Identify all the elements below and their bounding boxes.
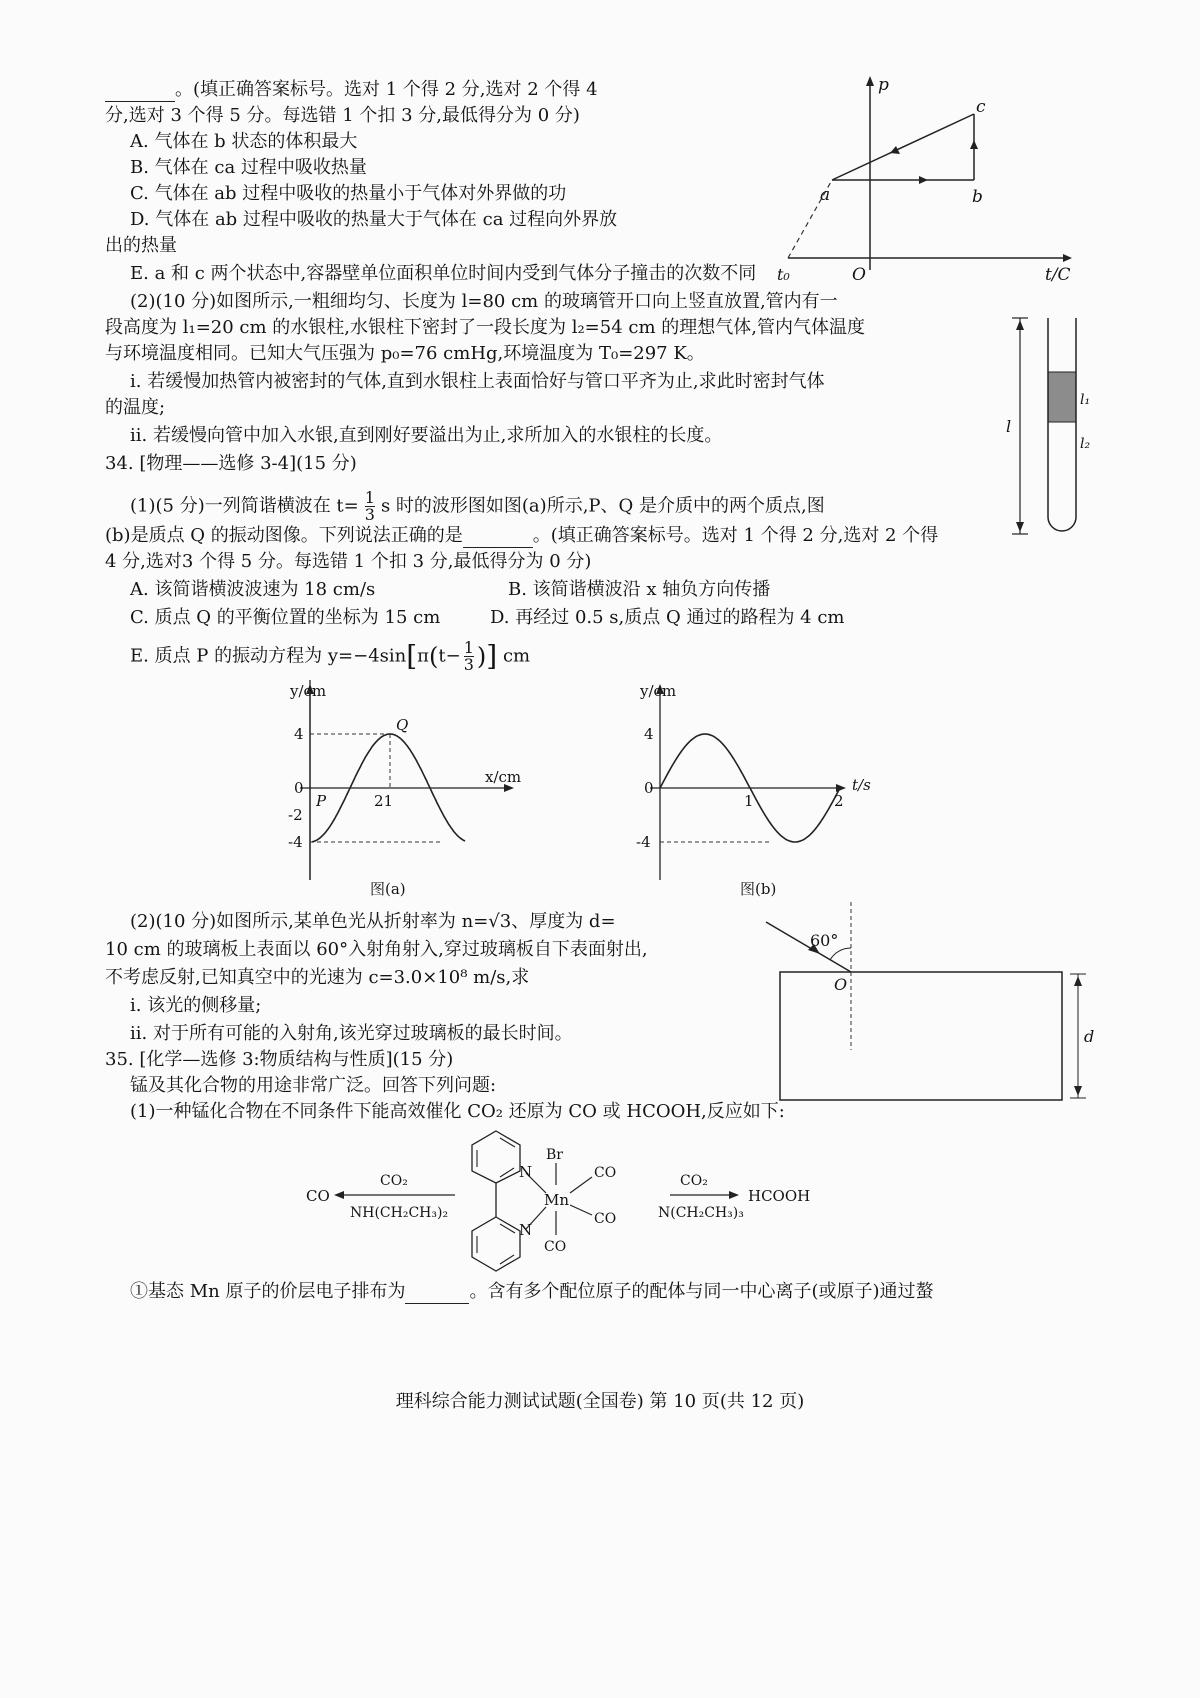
graph-a-xlabel: x/cm (485, 768, 522, 786)
q33-option-d-cont: 出的热量 (105, 235, 177, 256)
q33-line1: 。(填正确答案标号。选对 1 个得 2 分,选对 2 个得 4 (105, 78, 598, 102)
q34-part2-line2: 10 cm 的玻璃板上表面以 60°入射角射入,穿过玻璃板自下表面射出, (105, 939, 648, 960)
q33-option-c: C. 气体在 ab 过程中吸收的热量小于气体对外界做的功 (130, 183, 567, 204)
q33-option-a: A. 气体在 b 状态的体积最大 (130, 131, 358, 152)
q34-sub-ii: ⅱ. 对于所有可能的入射角,该光穿过玻璃板的最长时间。 (130, 1023, 573, 1044)
q34-line2: (b)是质点 Q 的振动图像。下列说法正确的是 。(填正确答案标号。选对 1 个得 2 分,选对 2 个得 (105, 525, 939, 546)
q34-part2-line1: (2)(10 分)如图所示,某单色光从折射率为 n=√3、厚度为 d= (130, 911, 616, 932)
pt-point-c: c (976, 97, 986, 117)
answer-blank[interactable] (463, 529, 533, 548)
product-hcooh: HCOOH (748, 1187, 811, 1205)
q34-sub-i: ⅰ. 该光的侧移量; (130, 995, 262, 1016)
pt-ylabel: p (878, 75, 889, 95)
pt-point-b: b (972, 187, 983, 207)
q33-option-e: E. a 和 c 两个状态中,容器壁单位面积单位时间内受到气体分子撞击的次数不同 (130, 263, 757, 284)
q33-part2-line1: (2)(10 分)如图所示,一粗细均匀、长度为 l=80 cm 的玻璃管开口向上竖直放置,管内有一 (130, 291, 838, 312)
right-reagent-co2: CO₂ (680, 1173, 708, 1189)
pt-graph (720, 70, 1080, 285)
q34-option-e: E. 质点 P 的振动方程为 y=−4sin[π(t− $\frac{1}{3}$ )] cm (130, 638, 531, 674)
graph-a-tick-neg2: -2 (288, 806, 303, 824)
graph-b-tick-2: 2 (834, 792, 844, 810)
graph-b-tick-4: 4 (644, 725, 654, 743)
wave-graph-a (270, 680, 570, 900)
q33-sub-i-line2: 的温度; (105, 397, 166, 418)
q33-line2: 分,选对 3 个得 5 分。每选错 1 个扣 3 分,最低得分为 0 分) (105, 105, 580, 126)
ligand-co-bottom: CO (544, 1239, 567, 1255)
q35-header: 35. [化学—选修 3:物质结构与性质](15 分) (105, 1049, 454, 1070)
q34-line3: 4 分,选对3 个得 5 分。每选错 1 个扣 3 分,最低得分为 0 分) (105, 551, 592, 572)
graph-b-caption: 图(b) (740, 880, 777, 898)
metal-mn: Mn (544, 1191, 570, 1209)
q34-option-b: B. 该简谐横波沿 x 轴负方向传播 (508, 579, 771, 600)
graph-a-tick-0: 0 (294, 779, 304, 797)
tube-l2-label: l₂ (1080, 436, 1091, 452)
tube-l1-label: l₁ (1080, 392, 1091, 408)
glass-thickness-label: d (1084, 1027, 1095, 1046)
right-amine: N(CH₂CH₃)₃ (658, 1205, 744, 1221)
q33-part2-line3: 与环境温度相同。已知大气压强为 p₀=76 cmHg,环境温度为 T₀=297 K。 (105, 343, 705, 364)
q33-option-b: B. 气体在 ca 过程中吸收热量 (130, 157, 367, 178)
ligand-br: Br (546, 1147, 563, 1163)
graph-a-tick-4: 4 (294, 725, 304, 743)
page-footer: 理科综合能力测试试题(全国卷) 第 10 页(共 12 页) (395, 1391, 805, 1412)
pt-point-a: a (820, 185, 831, 205)
graph-a-tick-21: 21 (374, 792, 394, 810)
ligand-co-top: CO (594, 1165, 617, 1181)
graph-a-point-q: Q (396, 716, 409, 734)
q35-intro: 锰及其化合物的用途非常广泛。回答下列问题: (130, 1075, 497, 1096)
answer-blank[interactable] (405, 1285, 469, 1304)
q34-fraction: $\frac{1}{3}$ (364, 488, 375, 524)
graph-b-tick-0: 0 (644, 779, 654, 797)
answer-blank[interactable] (105, 83, 175, 102)
q33-sub-ii: ⅱ. 若缓慢向管中加入水银,直到刚好要溢出为止,求所加入的水银柱的长度。 (130, 425, 723, 446)
q34-option-c: C. 质点 Q 的平衡位置的坐标为 15 cm (130, 607, 441, 628)
q34-option-a: A. 该简谐横波波速为 18 cm/s (130, 579, 376, 600)
graph-b-tick-1: 1 (744, 792, 754, 810)
glass-incident-angle: 60° (810, 931, 839, 950)
q34-header: 34. [物理——选修 3-4](15 分) (105, 453, 357, 474)
q34-option-d: D. 再经过 0.5 s,质点 Q 通过的路程为 4 cm (490, 607, 845, 628)
pt-xlabel: t/C (1045, 265, 1071, 285)
q33-sub-i-line1: ⅰ. 若缓慢加热管内被密封的气体,直到水银柱上表面恰好与管口平齐为止,求此时密封气体 (130, 371, 825, 392)
pt-origin-label: O (852, 265, 866, 285)
ligand-n-lower: N (519, 1221, 533, 1239)
q34-part2-line3: 不考虑反射,已知真空中的光速为 c=3.0×10⁸ m/s,求 (105, 967, 530, 988)
pt-t0-label: t₀ (777, 265, 790, 284)
graph-a-tick-neg4: -4 (288, 833, 303, 851)
q33-part2-line2: 段高度为 l₁=20 cm 的水银柱,水银柱下密封了一段长度为 l₂=54 cm 的理想气体,管内气体温度 (105, 317, 865, 338)
glass-point-o: O (834, 975, 848, 994)
left-amine: NH(CH₂CH₃)₂ (350, 1205, 449, 1221)
ligand-co-right: CO (594, 1211, 617, 1227)
left-reagent-co2: CO₂ (380, 1173, 408, 1189)
ligand-n-upper: N (519, 1163, 533, 1181)
graph-b-xlabel: t/s (852, 776, 871, 794)
product-co: CO (306, 1187, 330, 1205)
vibration-graph-b (620, 680, 880, 900)
glass-tube-diagram (1000, 312, 1100, 542)
graph-a-caption: 图(a) (370, 880, 406, 898)
graph-b-ylabel: y/cm (640, 682, 677, 700)
q34-line1: (1)(5 分)一列简谐横波在 t= $\frac{1}{3}$ s 时的波形图如图(a)所示,P、Q 是介质中的两个质点,图 (130, 488, 825, 524)
graph-b-tick-neg4: -4 (636, 833, 651, 851)
graph-a-ylabel: y/cm (290, 682, 327, 700)
q33-option-d: D. 气体在 ab 过程中吸收的热量大于气体在 ca 过程向外界放 (130, 209, 618, 230)
q35-part1: (1)一种锰化合物在不同条件下能高效催化 CO₂ 还原为 CO 或 HCOOH,反应如下: (130, 1101, 785, 1122)
q35-sub-1: ①基态 Mn 原子的价层电子排布为 。含有多个配位原子的配体与同一中心离子(或原子)通过螯 (130, 1281, 934, 1302)
tube-length-label: l (1006, 417, 1012, 436)
graph-a-point-p: P (316, 792, 327, 810)
